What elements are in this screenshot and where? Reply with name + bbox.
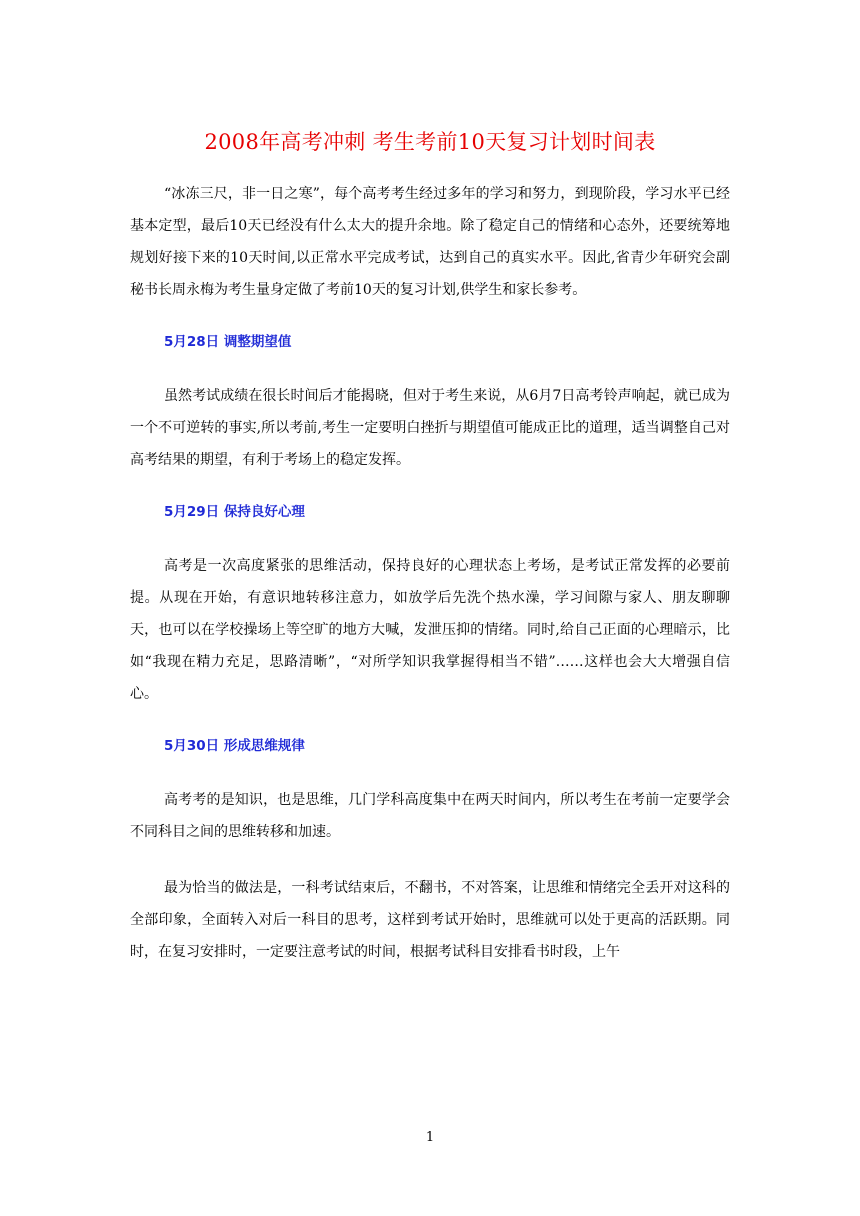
section-may-30-paragraph-2: 最为恰当的做法是，一科考试结束后，不翻书，不对答案，让思维和情绪完全丢开对这科的全部印象，全面转入对后一科目的思考，这样到考试开始时，思维就可以处于更高的活跃期。同时，在复习安排时，一定要注意考试的时间，根据考试科目安排看书时段，上午	[130, 880, 730, 960]
section-heading-may-29: 5月29日 保持良好心理	[164, 504, 305, 520]
intro-paragraph: “冰冻三尺，非一日之寒”，每个高考考生经过多年的学习和努力，到现阶段，学习水平已经基本定型，最后10天已经没有什么太大的提升余地。除了稳定自己的情绪和心态外，还要统筹地规划好接下来的10天时间,以正常水平完成考试，达到自己的真实水平。因此,省青少年研究会副秘书长周永梅为考生量身定做了考前10天的复习计划,供学生和家长参考。	[130, 186, 730, 298]
document-title: 2008年高考冲刺 考生考前10天复习计划时间表	[204, 130, 656, 154]
document-body	[130, 178, 730, 992]
section-may-30-paragraph-1: 高考考的是知识，也是思维，几门学科高度集中在两天时间内，所以考生在考前一定要学会不同科目之间的思维转移和加速。	[130, 792, 730, 840]
section-may-28-paragraph: 虽然考试成绩在很长时间后才能揭晓，但对于考生来说，从6月7日高考铃声响起，就已成为一个不可逆转的事实,所以考前,考生一定要明白挫折与期望值可能成正比的道理，适当调整自己对高考结果的期望，有利于考场上的稳定发挥。	[130, 388, 730, 468]
section-may-29-paragraph: 高考是一次高度紧张的思维活动，保持良好的心理状态上考场，是考试正常发挥的必要前提。从现在开始，有意识地转移注意力，如放学后先洗个热水澡，学习间隙与家人、朋友聊聊天，也可以在学校操场上等空旷的地方大喊，发泄压抑的情绪。同时,给自己正面的心理暗示，比如“我现在精力充足，思路清晰”，“对所学知识我掌握得相当不错”……这样也会大大增强自信心。	[130, 558, 730, 702]
section-heading-may-30: 5月30日 形成思维规律	[164, 738, 305, 754]
section-heading-may-28: 5月28日 调整期望值	[164, 334, 292, 350]
page-number: 1	[425, 1130, 435, 1145]
